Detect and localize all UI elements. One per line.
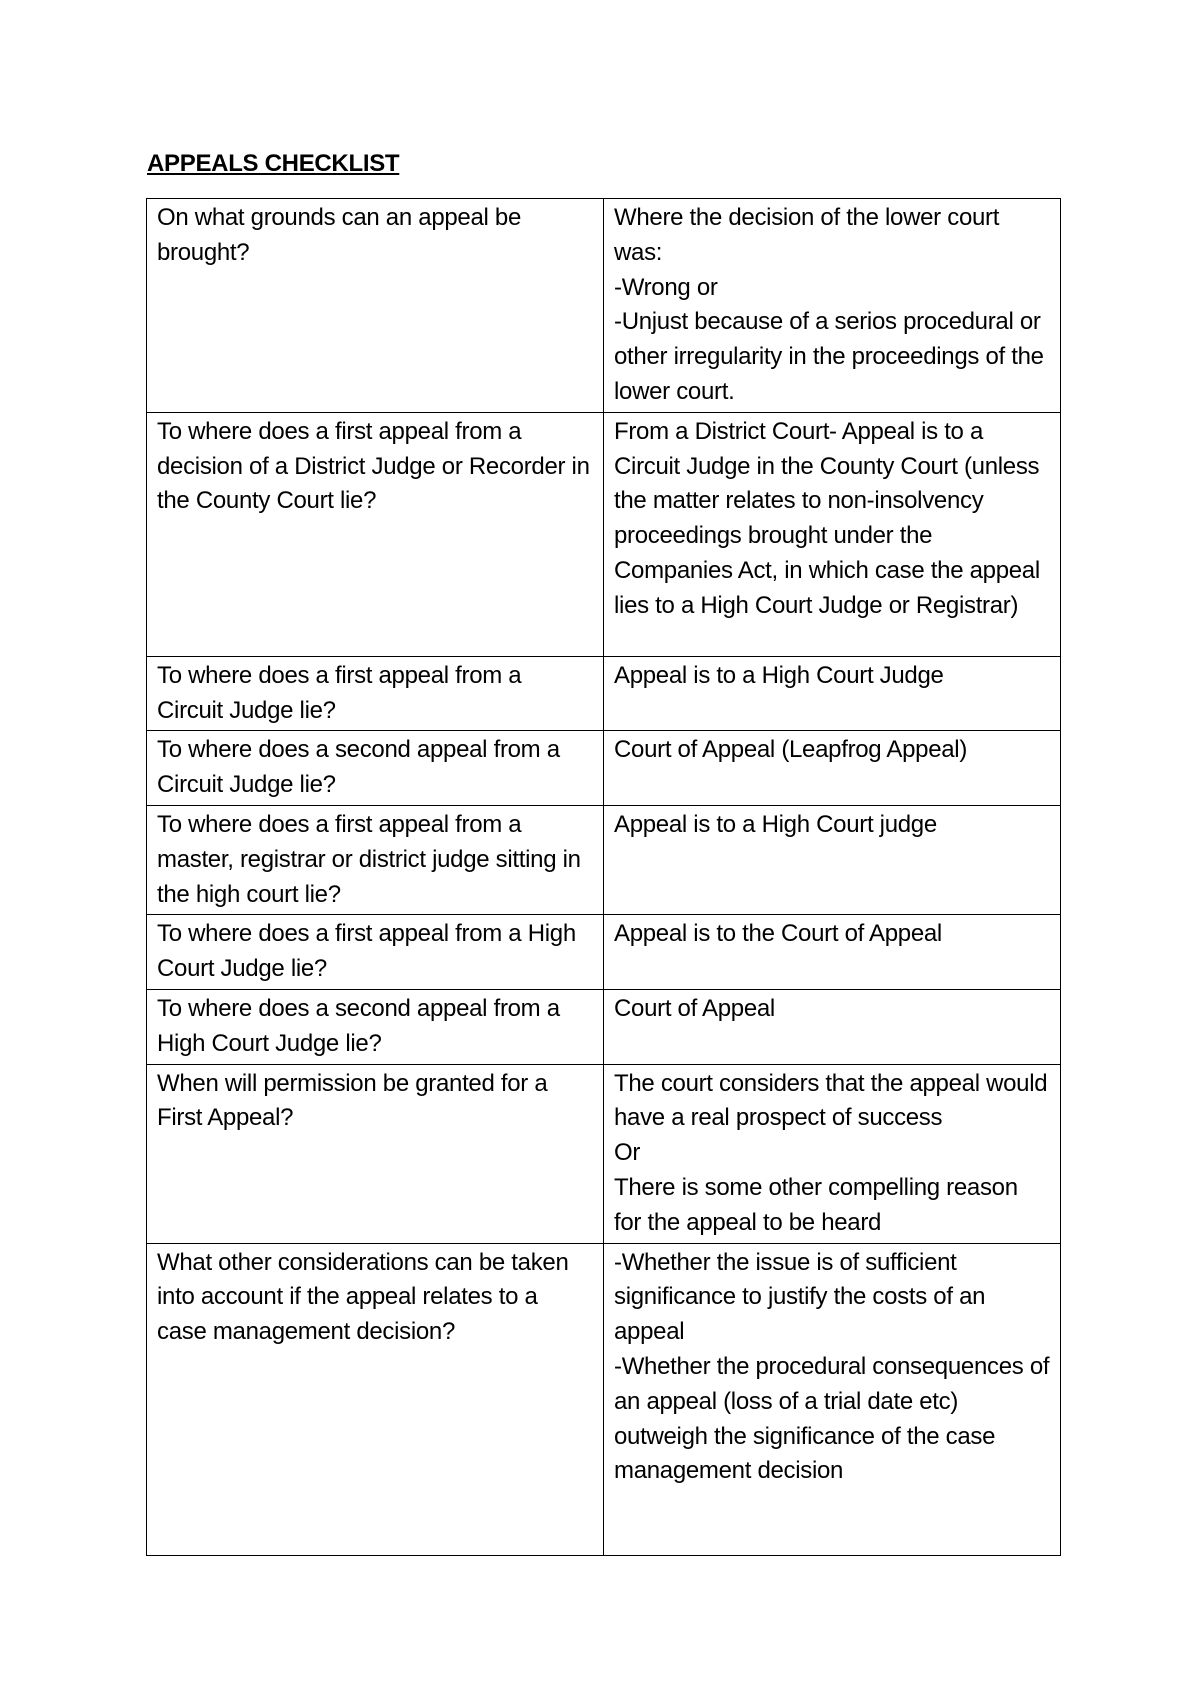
answer-cell — [604, 199, 1061, 413]
table-row — [147, 199, 1061, 413]
question-cell: What other considerations can be taken into account if the appeal relates to a case management decision? — [147, 1243, 604, 1555]
question-cell: To where does a first appeal from a decision of a District Judge or Recorder in the County Court lie? — [147, 412, 604, 656]
table-row — [147, 1064, 1061, 1243]
answer-cell — [604, 656, 1061, 731]
answer-line: -Wrong or — [614, 273, 718, 301]
answer-line: Court of Appeal (Leapfrog Appeal) — [614, 736, 968, 764]
table-row — [147, 1243, 1061, 1555]
answer-line: Where the decision of the lower court was: — [614, 204, 1000, 266]
answer-cell — [604, 805, 1061, 914]
question-cell: To where does a second appeal from a High Court Judge lie? — [147, 989, 604, 1064]
table-row — [147, 989, 1061, 1064]
answer-cell — [604, 1243, 1061, 1555]
answer-line: -Unjust because of a serios procedural or other irregularity in the proceedings of the lower court. — [614, 308, 1044, 405]
answer-line: -Whether the issue is of sufficient significance to justify the costs of an appeal — [614, 1248, 986, 1346]
table-row — [147, 731, 1061, 806]
answer-line: Appeal is to a High Court Judge — [614, 661, 944, 689]
question-cell: To where does a second appeal from a Circuit Judge lie? — [147, 731, 604, 806]
question-cell: To where does a first appeal from a High Court Judge lie? — [147, 915, 604, 990]
answer-line: There is some other compelling reason for the appeal to be heard — [614, 1173, 1018, 1236]
table-row — [147, 412, 1061, 656]
table-row — [147, 915, 1061, 990]
question-cell: To where does a first appeal from a master, registrar or district judge sitting in the high court lie? — [147, 805, 604, 914]
answer-cell — [604, 412, 1061, 656]
answer-cell — [604, 915, 1061, 990]
answer-line: Appeal is to the Court of Appeal — [614, 920, 942, 948]
answer-cell — [604, 989, 1061, 1064]
answer-line: Appeal is to a High Court judge — [614, 810, 937, 838]
table-row — [147, 656, 1061, 731]
answer-line: The court considers that the appeal would have a real prospect of success — [614, 1069, 1048, 1132]
table-row — [147, 805, 1061, 914]
page-title: APPEALS CHECKLIST — [147, 150, 400, 177]
question-cell: To where does a first appeal from a Circuit Judge lie? — [147, 656, 604, 731]
answer-cell — [604, 1064, 1061, 1243]
answer-cell — [604, 731, 1061, 806]
appeals-checklist-table — [146, 198, 1061, 1556]
answer-line: -Whether the procedural consequences of an appeal (loss of a trial date etc) outweigh the significance of the case management decision — [614, 1352, 1050, 1485]
answer-line: Court of Appeal — [614, 994, 775, 1022]
answer-line: Or — [614, 1139, 641, 1167]
answer-line: From a District Court- Appeal is to a Circuit Judge in the County Court (unless the matter relates to non-insolvency proceedings brought under the Companies Act, in which case the appeal lies to a High Court Judge or Registrar) — [614, 417, 1040, 619]
question-cell: When will permission be granted for a First Appeal? — [147, 1064, 604, 1243]
question-cell: On what grounds can an appeal be brought? — [147, 199, 604, 413]
